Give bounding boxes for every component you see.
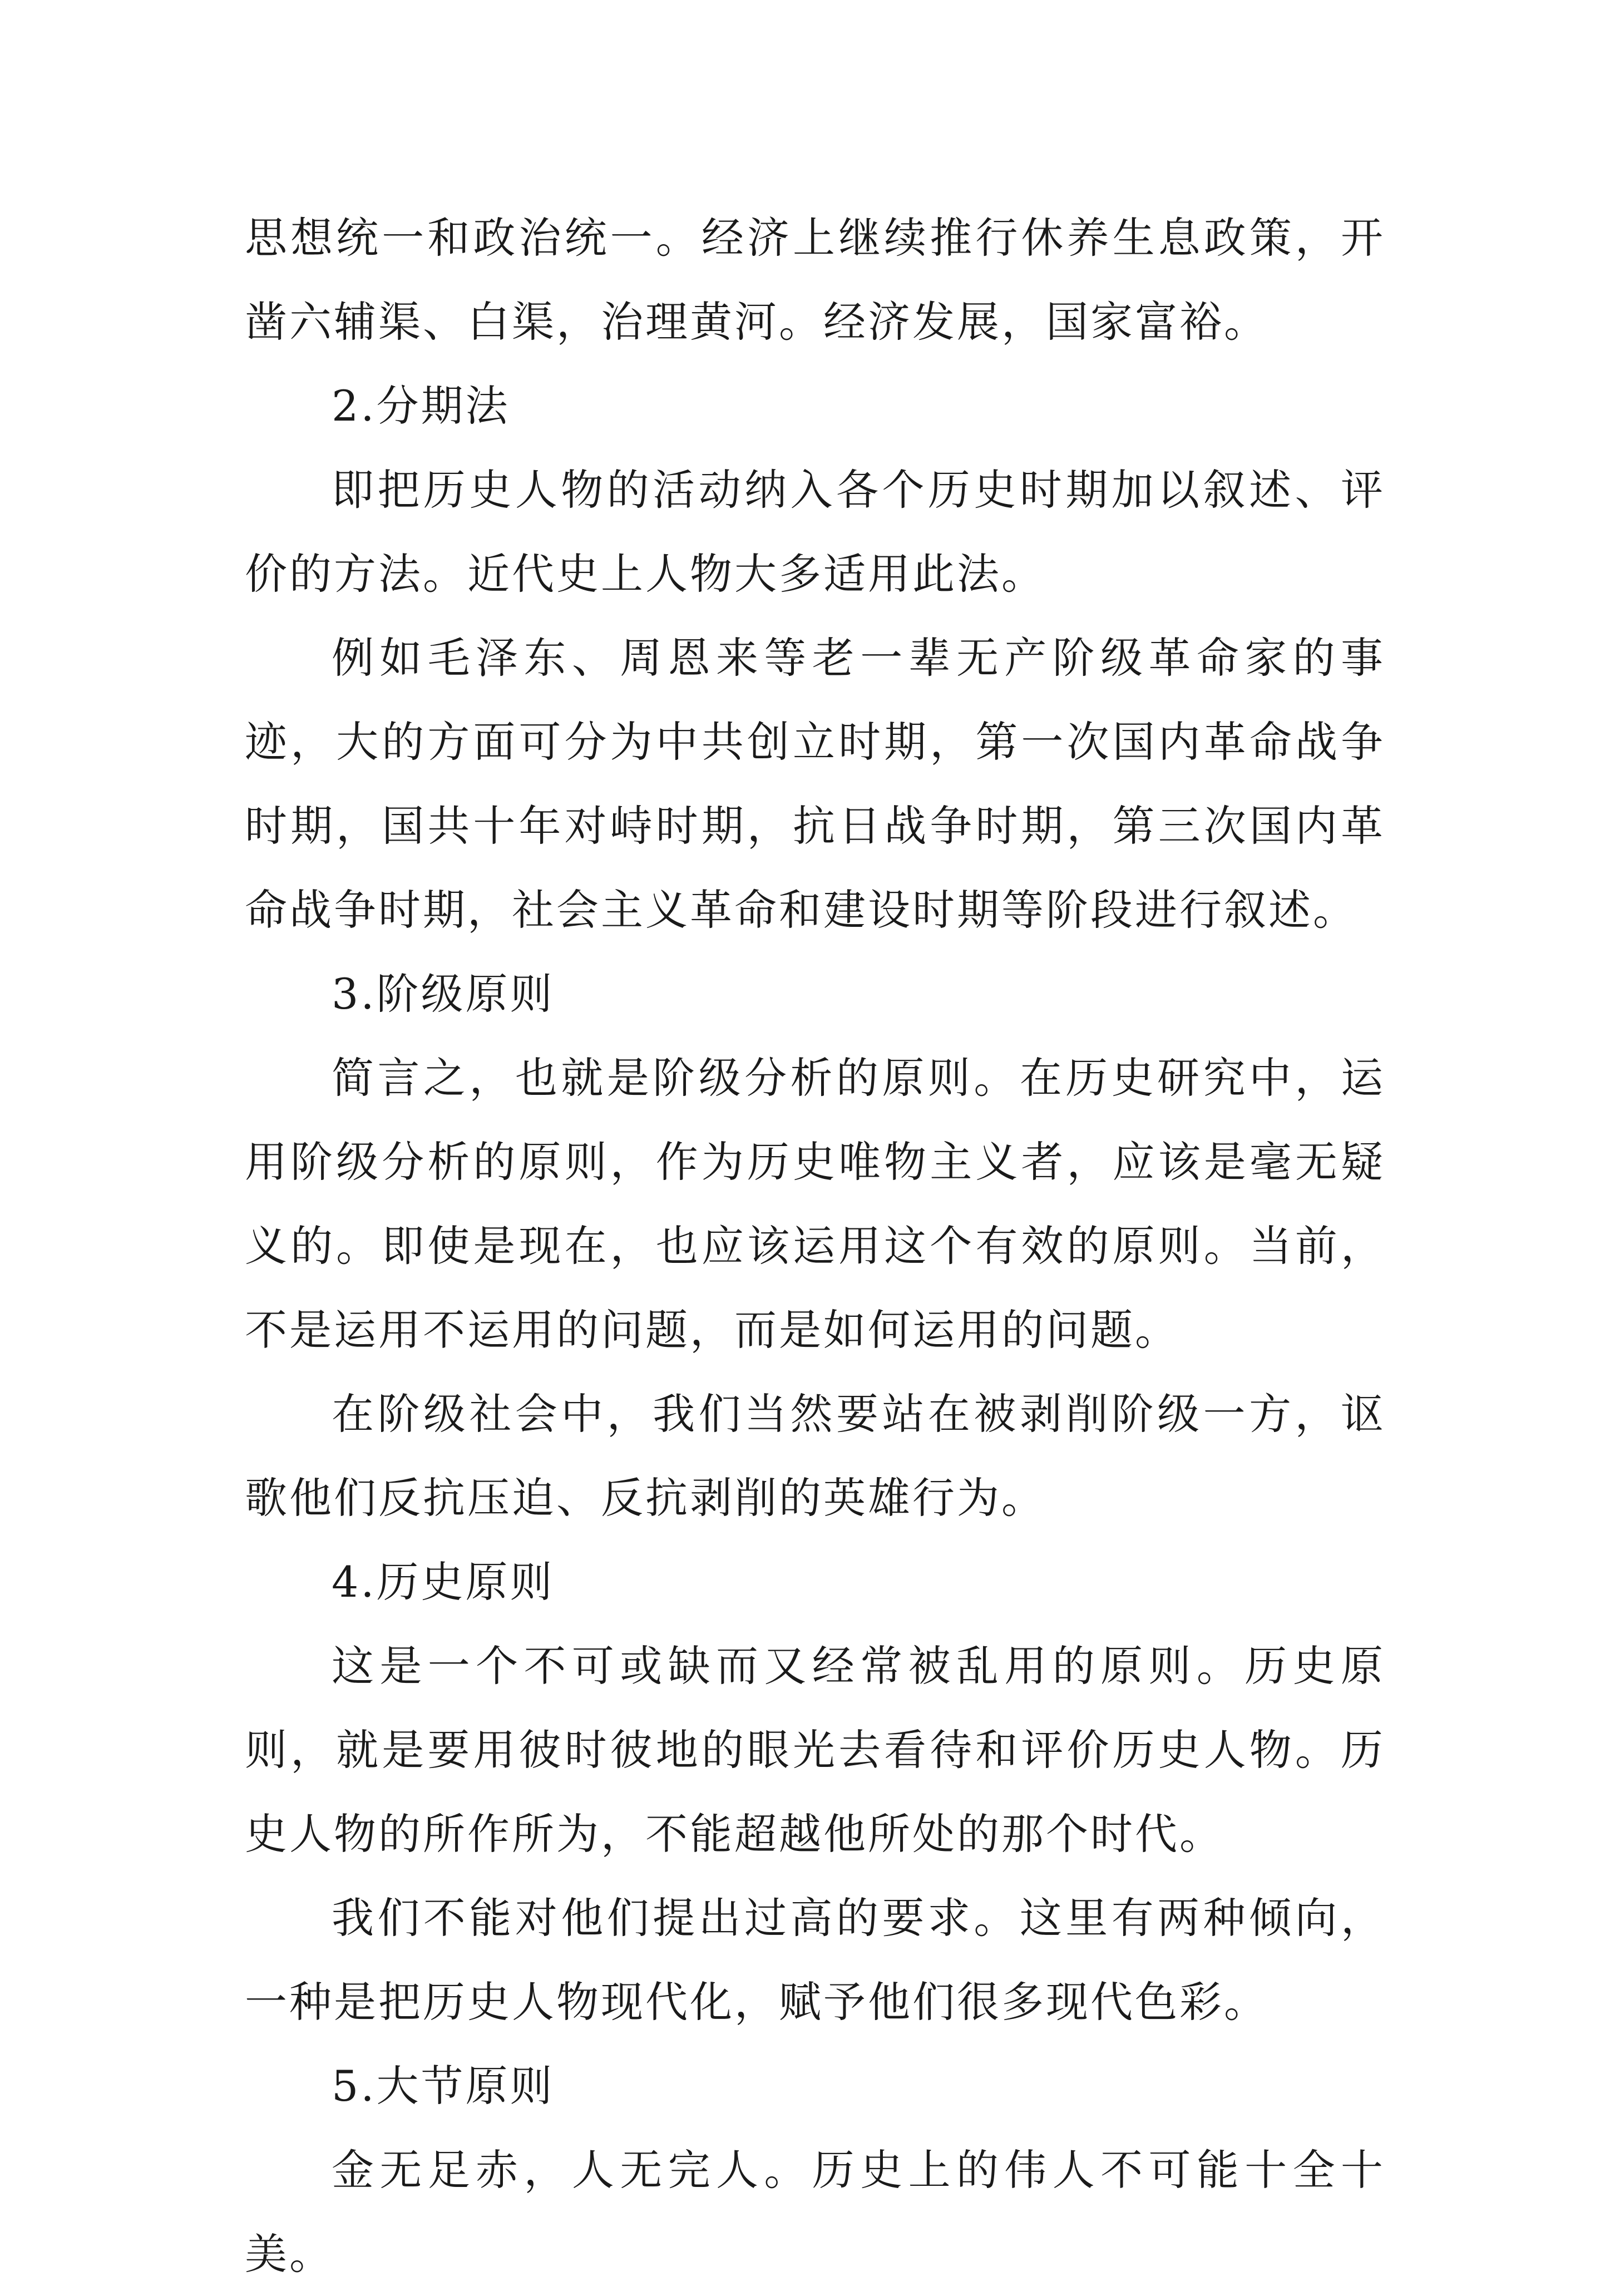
body-text — [245, 196, 1385, 2296]
section-heading-periodization: 2.分期法 — [332, 381, 510, 431]
paragraph: 在阶级社会中，我们当然要站在被剥削阶级一方，讴歌他们反抗压迫、反抗剥削的英雄行为。 — [245, 1389, 1385, 1523]
paragraph-continued: 思想统一和政治统一。经济上继续推行休养生息政策，开凿六辅渠、白渠，治理黄河。经济发展，国家富裕。 — [245, 213, 1385, 347]
paragraph: 即把历史人物的活动纳入各个历史时期加以叙述、评价的方法。近代史上人物大多适用此法。 — [245, 465, 1385, 599]
paragraph: 简言之，也就是阶级分析的原则。在历史研究中，运用阶级分析的原则，作为历史唯物主义者，应该是毫无疑义的。即使是现在，也应该运用这个有效的原则。当前，不是运用不运用的问题，而是如何运用的问题。 — [245, 1053, 1385, 1355]
paragraph: 这是一个不可或缺而又经常被乱用的原则。历史原则，就是要用彼时彼地的眼光去看待和评价历史人物。历史人物的所作所为，不能超越他所处的那个时代。 — [245, 1641, 1385, 1859]
section-heading-major-principle: 5.大节原则 — [332, 2061, 555, 2111]
paragraph: 例如毛泽东、周恩来等老一辈无产阶级革命家的事迹，大的方面可分为中共创立时期，第一次国内革命战争时期，国共十年对峙时期，抗日战争时期，第三次国内革命战争时期，社会主义革命和建设时期等阶段进行叙述。 — [245, 633, 1385, 935]
paragraph: 我们不能对他们提出过高的要求。这里有两种倾向，一种是把历史人物现代化，赋予他们很多现代色彩。 — [245, 1893, 1385, 2027]
section-heading-historical-principle: 4.历史原则 — [332, 1557, 555, 1607]
paragraph: 金无足赤，人无完人。历史上的伟人不可能十全十美。 — [245, 2145, 1385, 2279]
section-heading-class-principle: 3.阶级原则 — [332, 969, 555, 1019]
